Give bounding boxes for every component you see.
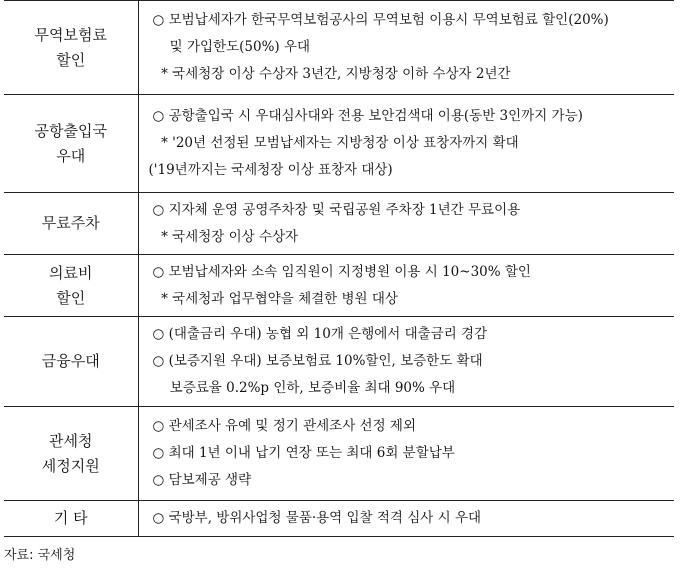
description-line: * 국세청과 업무협약을 체결한 병원 대상 xyxy=(152,290,398,307)
table-row xyxy=(4,317,674,407)
table-row xyxy=(4,95,674,193)
description-line: ('19년까지는 국세청장 이상 표창자 대상) xyxy=(148,162,393,178)
description-line: ○ 국방부, 방위사업청 물품·용역 입찰 적격 심사 시 우대 xyxy=(152,510,482,526)
description-line: ○ 모범납세자와 소속 임직원이 지정병원 이용 시 10~30% 할인 xyxy=(152,263,531,280)
table-row xyxy=(4,193,674,255)
category-label: 관세청 xyxy=(49,431,93,450)
category-label: 할인 xyxy=(56,50,86,69)
category-cell xyxy=(4,255,138,317)
table-row xyxy=(4,501,674,537)
description-cell xyxy=(138,317,674,407)
table-row xyxy=(4,255,674,317)
description-cell xyxy=(138,193,674,255)
description-cell xyxy=(138,407,674,501)
description-line: ○ 담보제공 생략 xyxy=(152,472,252,488)
description-cell xyxy=(138,95,674,193)
description-line: ○ 공항출입국 시 우대심사대와 전용 보안검색대 이용(동반 3인까지 가능) xyxy=(152,108,583,124)
table-row xyxy=(4,407,674,501)
description-line: ○ 모범납세자가 한국무역보험공사의 무역보험 이용시 무역보험료 할인(20%) xyxy=(152,12,609,28)
description-line: ○ (대출금리 우대) 농협 외 10개 은행에서 대출금리 경감 xyxy=(152,326,488,342)
category-label: 공항출입국 xyxy=(34,121,107,140)
category-cell xyxy=(4,407,138,501)
description-line: ○ (보증지원 우대) 보증보험료 10%할인, 보증한도 확대 xyxy=(152,353,483,369)
category-cell xyxy=(4,1,138,95)
category-cell xyxy=(4,193,138,255)
category-label: 의료비 xyxy=(49,263,93,282)
category-cell xyxy=(4,95,138,193)
description-cell xyxy=(138,1,674,95)
description-line: * '20년 선정된 모범납세자는 지방청장 이상 표창자까지 확대 xyxy=(152,135,519,151)
description-line: ○ 지자체 운영 공영주차장 및 국립공원 주차장 1년간 무료이용 xyxy=(152,201,521,218)
category-label: 무료주차 xyxy=(41,214,100,232)
category-label: 세정지원 xyxy=(41,456,100,475)
description-cell xyxy=(138,255,674,317)
description-cell xyxy=(138,501,674,537)
category-label: 금융우대 xyxy=(41,352,100,370)
benefits-table xyxy=(4,0,674,537)
description-line: 보증료율 0.2%p 인하, 보증비율 최대 90% 우대 xyxy=(152,380,456,396)
description-line: ○ 관세조사 유예 및 정기 관세조사 선정 제외 xyxy=(152,418,417,434)
category-cell xyxy=(4,501,138,537)
source-note: 자료: 국세청 xyxy=(4,548,76,563)
benefits-table-container xyxy=(4,0,674,537)
description-line: ○ 최대 1년 이내 납기 연장 또는 최대 6회 분할납부 xyxy=(152,445,455,461)
category-label: 기 타 xyxy=(53,509,88,527)
category-label: 우대 xyxy=(56,146,86,165)
category-cell xyxy=(4,317,138,407)
category-label: 할인 xyxy=(56,288,86,307)
description-line: * 국세청장 이상 수상자 xyxy=(152,228,299,245)
category-label: 무역보험료 xyxy=(34,25,107,44)
table-row xyxy=(4,1,674,95)
description-line: 및 가입한도(50%) 우대 xyxy=(152,39,311,55)
description-line: * 국세청장 이상 수상자 3년간, 지방청장 이하 수상자 2년간 xyxy=(152,66,511,82)
